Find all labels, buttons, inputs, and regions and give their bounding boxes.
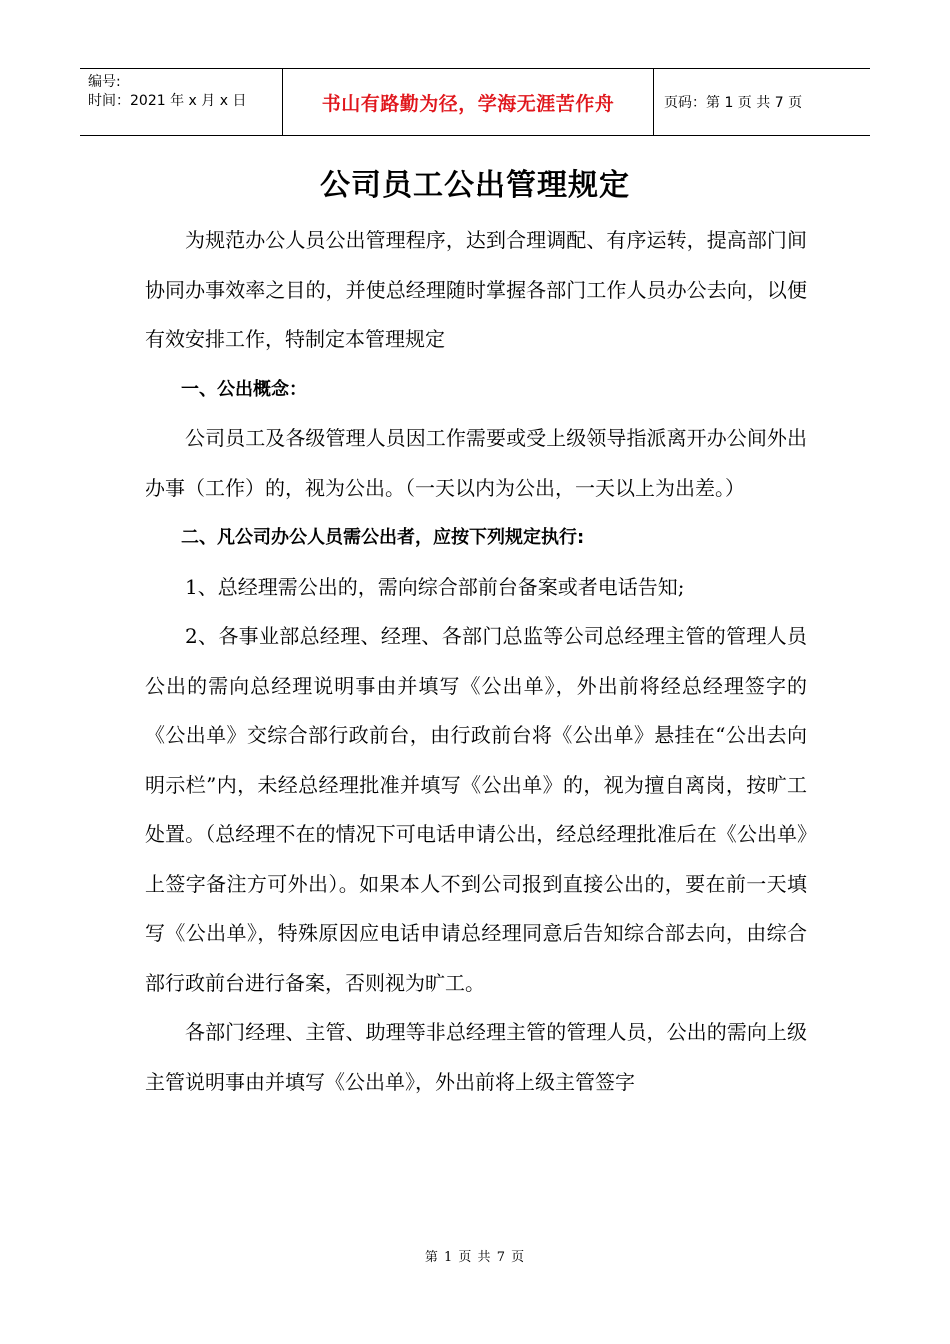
header-page-info: 页码：第 1 页 共 7 页	[664, 95, 803, 111]
intro-paragraph: 为规范办公人员公出管理程序，达到合理调配、有序运转，提高部门间协同办事效率之目的，并使总经理随时掌握各部门工作人员办公去向，以便有效安排工作，特制定本管理规定	[145, 228, 807, 351]
document-number-label: 编号:	[88, 74, 121, 90]
document-title: 公司员工公出管理规定	[320, 168, 630, 203]
document-body	[145, 216, 807, 1107]
section-2-heading: 二、凡公司办公人员需公出者，应按下列规定执行:	[181, 527, 585, 548]
section-2-item-1: 1、总经理需公出的，需向综合部前台备案或者电话告知;	[185, 574, 685, 599]
header-meta	[80, 69, 282, 135]
section-1-paragraph: 公司员工及各级管理人员因工作需要或受上级领导指派离开办公间外出办事（工作）的，视为公出。（一天以内为公出，一天以上为出差。）	[145, 426, 807, 500]
page-footer: 第 1 页 共 7 页	[424, 1250, 526, 1265]
section-2-item-3: 各部门经理、主管、助理等非总经理主管的管理人员，公出的需向上级主管说明事由并填写《公出单》，外出前将上级主管签字	[145, 1020, 807, 1094]
header-motto: 书山有路勤为径，学海无涯苦作舟	[282, 69, 654, 135]
document-time-label: 时间：2021 年 x 月 x 日	[88, 93, 247, 109]
section-2-item-2: 2、各事业部总经理、经理、各部门总监等公司总经理主管的管理人员公出的需向总经理说明事由并填写《公出单》，外出前将经总经理签字的《公出单》交综合部行政前台，由行政前台将《公出单》悬挂在“公出去向明示栏”内，未经总经理批准并填写《公出单》的，视为擅自离岗，按旷工处置。（总经理不在的情况下可电话申请公出，经总经理批准后在《公出单》上签字备注方可外出）。如果本人不到公司报到直接公出的，要在前一天填写《公出单》，特殊原因应电话申请总经理同意后告知综合部去向，由综合部行政前台进行备案，否则视为旷工。	[145, 624, 807, 995]
section-1-heading: 一、公出概念：	[181, 378, 307, 400]
header-table	[80, 68, 870, 136]
